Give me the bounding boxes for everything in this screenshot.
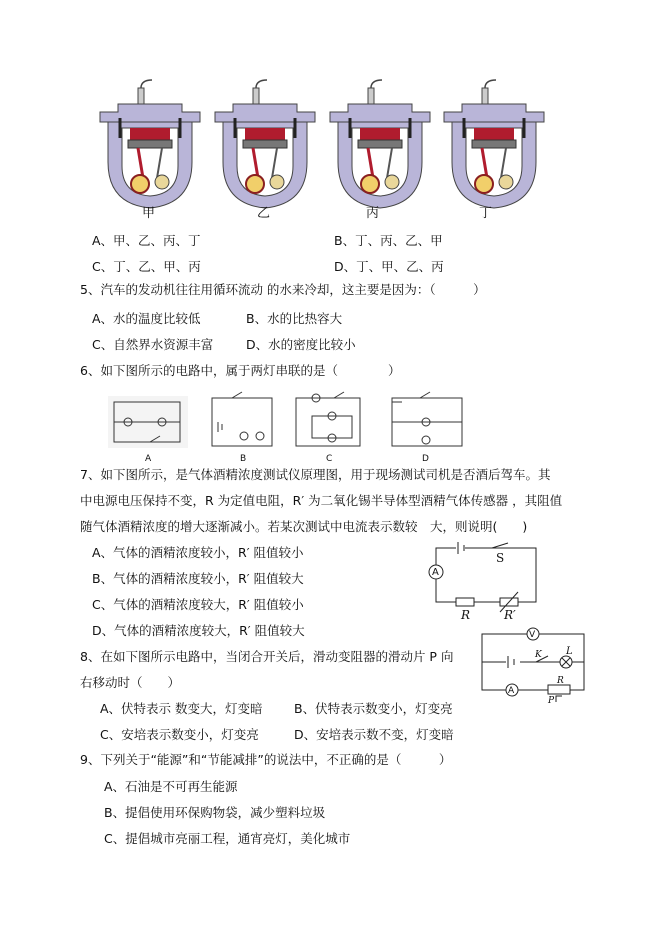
q9-option-c: C、提倡城市亮丽工程，通宵亮灯，美化城市 bbox=[104, 831, 351, 846]
engine-label-yi: 乙 bbox=[257, 206, 271, 221]
q9-option-b: B、提倡使用环保购物袋，减少塑料垃圾 bbox=[104, 805, 326, 820]
q8-lamp-label: L bbox=[566, 646, 573, 657]
q7-circuit-figure bbox=[0, 540, 661, 630]
q8-stem-line-2: 右移动时（ ） bbox=[80, 675, 181, 690]
q4-option-c: C、丁、乙、甲、丙 bbox=[92, 259, 201, 274]
q7-option-b: B、气体的酒精浓度较小，R′ 阻值较大 bbox=[92, 571, 304, 586]
engine-label-jia: 甲 bbox=[142, 206, 156, 221]
q5-option-b: B、水的比热容大 bbox=[246, 311, 343, 326]
q8-switch-label: K bbox=[535, 650, 542, 660]
q7-option-c: C、气体的酒精浓度较大，R′ 阻值较小 bbox=[92, 597, 304, 612]
q8-option-a: A、伏特表示 数变大，灯变暗 bbox=[100, 701, 263, 716]
q9-stem: 9、下列关于“能源”和“节能减排”的说法中，不正确的是（ ） bbox=[80, 752, 452, 767]
q7-option-a: A、气体的酒精浓度较小，R′ 阻值较小 bbox=[92, 545, 304, 560]
engine-label-bing: 丙 bbox=[366, 206, 380, 221]
q7-option-d: D、气体的酒精浓度较大，R′ 阻值较大 bbox=[92, 623, 305, 638]
q4-option-b: B、丁、丙、乙、甲 bbox=[334, 233, 443, 248]
q7-resistor-label: R bbox=[461, 608, 471, 622]
q6-label-d: D bbox=[422, 454, 429, 464]
q8-circuit-figure bbox=[0, 628, 661, 708]
q8-option-c: C、安培表示数变小，灯变亮 bbox=[100, 727, 259, 742]
q8-slider-label: P bbox=[548, 696, 555, 706]
q7-stem-line-3: 随气体酒精浓度的增大逐渐减小。若某次测试中电流表示数较 大，则说明( ) bbox=[80, 519, 528, 534]
q6-stem: 6、如下图所示的电路中，属于两灯串联的是（ ） bbox=[80, 363, 401, 378]
q8-stem-line-1: 8、在如下图所示电路中，当闭合开关后，滑动变阻器的滑动片 P 向 bbox=[80, 649, 454, 664]
q4-option-a: A、甲、乙、丙、丁 bbox=[92, 233, 201, 248]
q9-option-a: A、石油是不可再生能源 bbox=[104, 779, 238, 794]
q7-stem-line-1: 7、如下图所示，是气体酒精浓度测试仪原理图，用于现场测试司机是否酒后驾车。其 bbox=[80, 467, 551, 482]
q6-label-c: C bbox=[326, 454, 333, 464]
q7-ammeter-label: A bbox=[432, 567, 439, 578]
q8-option-d: D、安培表示数不变，灯变暗 bbox=[294, 727, 454, 742]
q7-stem-line-2: 中电源电压保持不变，R 为定值电阻，R′ 为二氧化锡半导体型酒精气体传感器 ，其阻值 bbox=[80, 493, 563, 508]
q5-option-d: D、水的密度比较小 bbox=[246, 337, 356, 352]
q4-option-d: D、丁、甲、乙、丙 bbox=[334, 259, 444, 274]
q7-switch-label: S bbox=[496, 551, 505, 565]
q6-label-b: B bbox=[240, 454, 247, 464]
q7-sensor-label: R′ bbox=[504, 608, 516, 622]
q5-option-a: A、水的温度比较低 bbox=[92, 311, 201, 326]
q8-voltmeter-label: V bbox=[529, 630, 536, 640]
q5-option-c: C、自然界水资源丰富 bbox=[92, 337, 214, 352]
engine-strokes-figure bbox=[0, 0, 661, 220]
engine-label-ding: 丁 bbox=[479, 206, 493, 221]
q6-label-a: A bbox=[145, 454, 152, 464]
q8-ammeter-label: A bbox=[508, 686, 515, 696]
q5-stem: 5、汽车的发动机往往用循环流动 的水来冷却，这主要是因为：（ ） bbox=[80, 282, 486, 297]
q8-rheostat-label: R bbox=[557, 676, 564, 686]
q8-option-b: B、伏特表示数变小，灯变亮 bbox=[294, 701, 453, 716]
